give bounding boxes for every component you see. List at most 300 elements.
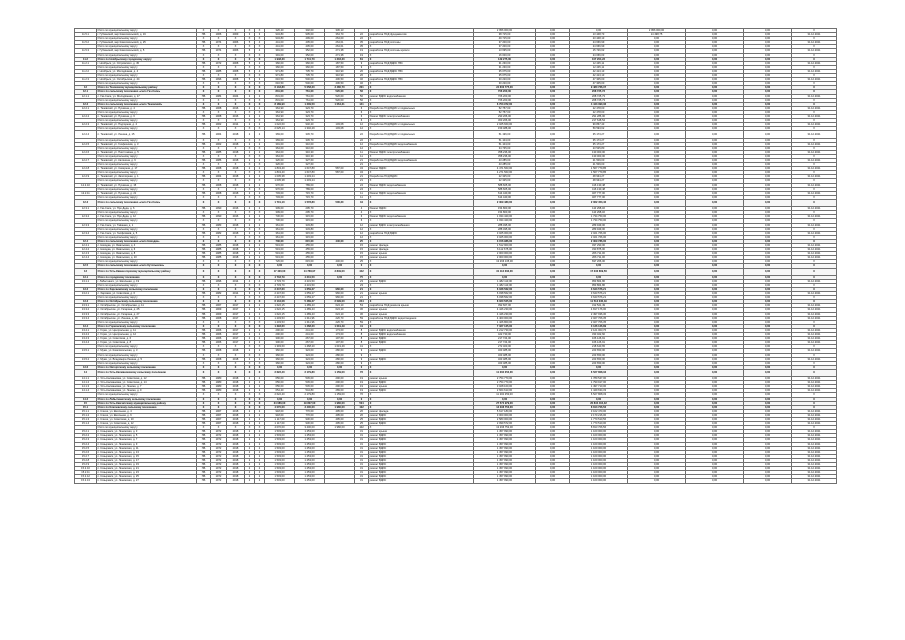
table-cell: 2 <box>245 248 255 252</box>
table-cell: 730,00 <box>265 215 295 219</box>
table-cell: ПБ <box>197 33 211 37</box>
table-cell: 2018 <box>227 450 245 454</box>
table-cell: 0,00 <box>536 401 570 405</box>
table-cell: ПБ <box>197 438 211 442</box>
table-cell: 289 949,00 <box>570 223 628 227</box>
table-cell: Х <box>369 275 474 279</box>
table-cell: 0,00 <box>536 275 570 279</box>
table-cell: разработка ПСД ВДИС ГВС <box>369 69 474 73</box>
table-cell: 0,00 <box>744 304 792 308</box>
table-cell: Х <box>369 187 474 191</box>
table-cell: 1985 <box>211 256 227 260</box>
table-cell: 13.4.1 <box>75 328 97 332</box>
table-cell: 0,00 <box>536 231 570 235</box>
table-cell: 918,00 <box>265 413 295 417</box>
table-cell: 1 512 900,00 <box>474 243 536 247</box>
table-cell: п. Ключи, ул. Школьная, д. 4 <box>97 409 197 413</box>
table-cell: ремонт ВДИС <box>369 434 474 438</box>
table-cell: с. Газ-Сале, ул. Молодёжная, д. 17 <box>97 94 197 98</box>
table-cell: ремонт ВДИС <box>369 458 474 462</box>
table-cell: 2 497 936,30 <box>570 312 628 316</box>
table-cell: 0,00 <box>744 243 792 247</box>
table-cell: Х <box>227 393 245 397</box>
table-cell: 300,00 <box>265 337 295 341</box>
table-cell: 15 <box>355 256 369 260</box>
table-cell: 0,00 <box>744 154 792 158</box>
table-cell: 31.12.2021 <box>792 349 837 353</box>
table-cell: 2 <box>245 183 255 187</box>
table-cell: Итого по сельскому поселению «село Находка» <box>97 239 197 243</box>
table-cell: Х <box>245 163 255 167</box>
table-cell: 1 019,49 <box>325 324 355 328</box>
table-cell: Х <box>211 320 227 324</box>
table-cell: 2 <box>245 479 255 483</box>
table-cell: 12.2.1 <box>75 106 97 110</box>
table-cell: 1 100 000,00 <box>570 446 628 450</box>
table-cell: Х <box>245 361 255 365</box>
table-cell: 34 735,00 <box>474 146 536 150</box>
table-cell: 139 275,00 <box>474 57 536 61</box>
table-cell: разработка ПСД ВДИС ГВС <box>369 61 474 65</box>
table-cell: 0,00 <box>744 252 792 256</box>
table-cell: 15.1.1 <box>75 409 97 413</box>
table-cell: 2 622,40 <box>265 393 295 397</box>
table-cell: 26 <box>355 413 369 417</box>
table-cell: 953 804,86 <box>570 283 628 287</box>
table-cell: 761,00 <box>295 94 325 98</box>
table-cell: Итого по муниципальному округу <box>97 187 197 191</box>
table-cell: Х <box>211 45 227 49</box>
table-cell: Х <box>227 264 245 268</box>
table-cell: 9 <box>355 65 369 69</box>
table-cell: 13.2.1 <box>75 292 97 296</box>
table-cell: 264,00 <box>325 37 355 41</box>
table-cell: 266 711,00 <box>570 252 628 256</box>
table-cell: Х <box>792 235 837 239</box>
table-cell: Х <box>227 171 245 175</box>
table-cell: Х <box>211 369 227 376</box>
table-cell: 1 011,96 <box>295 316 325 320</box>
table-cell: Х <box>197 268 211 275</box>
table-cell: 971,80 <box>265 69 295 73</box>
table-cell: 31.12.2021 <box>792 442 837 446</box>
table-cell: Х <box>369 260 474 264</box>
table-cell: с. Октябрьское, ул. Гагарина, д. 25 <box>97 308 197 312</box>
table-cell: 31.12.2021 <box>792 142 837 146</box>
table-cell: 2 <box>255 413 265 417</box>
table-cell: 327,60 <box>295 163 325 167</box>
table-cell: 0,00 <box>744 369 792 376</box>
table-cell: 31 230,00 <box>474 61 536 65</box>
table-cell: 0,00 <box>628 361 686 365</box>
table-cell: 364,70 <box>325 33 355 37</box>
table-cell: 0,00 <box>744 385 792 389</box>
table-cell: Разработка ПСД ВДИС <box>369 175 474 179</box>
table-cell: 3 102 470,00 <box>570 409 628 413</box>
table-cell: Х <box>197 154 211 158</box>
table-cell: 0,00 <box>744 171 792 175</box>
table-cell: 0,00 <box>744 426 792 430</box>
table-cell: 12.3.4 <box>75 231 97 235</box>
table-cell: 761,00 <box>295 90 325 94</box>
table-cell: 0,00 <box>536 413 570 417</box>
table-cell: ремонт ВДИС <box>369 418 474 422</box>
table-cell: 495,00 <box>325 409 355 413</box>
table-cell: 1 100 000,00 <box>570 442 628 446</box>
table-cell: 14.1.2 <box>75 381 97 385</box>
table-cell: Х <box>211 300 227 304</box>
table-cell: 0,00 <box>628 53 686 57</box>
table-cell: 2 622,40 <box>265 369 295 376</box>
table-cell: 0,00 <box>536 361 570 365</box>
table-cell: 0,00 <box>628 426 686 430</box>
table-cell: 5 <box>245 61 255 65</box>
table-cell: 19 <box>355 377 369 381</box>
table-cell: 730,00 <box>265 219 295 223</box>
table-cell: 12.2.4 <box>75 131 97 138</box>
table-cell: 0,00 <box>536 227 570 231</box>
table-cell: п. Тазовский, ул. Подгорная, д. 4 <box>97 123 197 127</box>
table-cell: Х <box>792 405 837 409</box>
table-cell: ремонт крыши <box>369 312 474 316</box>
table-cell: г. Лабытнанги, ул. Школьная, д. 19 <box>97 279 197 283</box>
table-cell: 323,70 <box>295 106 325 110</box>
table-cell: 2018 <box>227 142 245 146</box>
table-cell: 1 980,00 <box>325 405 355 409</box>
table-cell: 23 <box>355 283 369 287</box>
table-cell: 0,00 <box>744 102 792 106</box>
table-cell: 0,00 <box>686 82 744 86</box>
table-cell: Х <box>255 57 265 61</box>
table-cell: Х <box>369 171 474 175</box>
table-cell: 0,00 <box>686 418 744 422</box>
table-cell: 1972 <box>211 430 227 434</box>
table-cell: Х <box>245 146 255 150</box>
table-cell: Итого по муниципальному округу <box>97 127 197 131</box>
table-cell: 352,00 <box>295 49 325 53</box>
table-cell: 31 <box>355 467 369 471</box>
table-cell: Х <box>211 195 227 199</box>
table-cell: 24 666,99 <box>570 45 628 49</box>
table-cell: 52 757,00 <box>474 110 536 114</box>
table-cell: 0,00 <box>536 349 570 353</box>
table-cell: 19 <box>355 53 369 57</box>
table-cell: 345,70 <box>295 138 325 142</box>
table-cell: 31.12.2021 <box>792 231 837 235</box>
table-cell: 31.12.2021 <box>792 123 837 127</box>
table-cell: 0,00 <box>536 114 570 118</box>
table-cell: 0,00 <box>536 102 570 106</box>
table-cell: 519,00 <box>265 248 295 252</box>
table-cell: Итого по муниципальному округу <box>97 45 197 49</box>
table-cell: 0,00 <box>295 365 325 369</box>
table-cell: 11.2.2 <box>75 69 97 73</box>
table-cell: Итого по сельскому поселению «село Тазовский» <box>97 102 197 106</box>
table-cell: 8 <box>355 341 369 345</box>
table-cell: 2 <box>255 308 265 312</box>
table-cell: 0,00 <box>628 345 686 349</box>
table-cell: Итого по городскому поселению <box>97 275 197 279</box>
table-cell: 2 <box>255 389 265 393</box>
table-cell: г. Ноябрьск, ул. Островского, д. 45 <box>97 61 197 65</box>
table-cell: Х <box>197 264 211 268</box>
table-cell: 2 <box>255 215 265 219</box>
table-cell: 0,00 <box>536 183 570 187</box>
table-cell: Х <box>369 296 474 300</box>
table-cell: с. Находка, ул. Ямальская, д. 8 <box>97 252 197 256</box>
table-cell: 0,00 <box>536 49 570 53</box>
table-cell: 0,00 <box>536 29 570 33</box>
table-cell: 13.3.3 <box>75 312 97 316</box>
table-cell: 1 253,00 <box>295 467 325 471</box>
table-cell: 31.12.2021 <box>792 385 837 389</box>
table-cell: 323 485,00 <box>474 353 536 357</box>
table-cell: Х <box>369 268 474 275</box>
table-cell: 1980 <box>211 377 227 381</box>
table-cell: 34 <box>355 171 369 175</box>
table-cell: 0,00 <box>628 119 686 123</box>
table-cell: 0,00 <box>744 300 792 304</box>
table-cell: ПБ <box>197 131 211 138</box>
table-cell: Х <box>227 320 245 324</box>
table-cell: Х <box>255 405 265 409</box>
table-cell: 31.12.2021 <box>792 243 837 247</box>
table-cell: 2 <box>255 131 265 138</box>
table-cell: 0,00 <box>325 365 355 369</box>
table-cell: 0,00 <box>744 345 792 349</box>
table-cell: Х <box>255 353 265 357</box>
table-cell: 0,00 <box>628 389 686 393</box>
table-cell: 2 121 003,76 <box>570 328 628 332</box>
table-cell: 1974 <box>211 41 227 45</box>
table-cell: 0,00 <box>628 409 686 413</box>
table-cell: 13.4.4 <box>75 341 97 345</box>
table-cell: 24 086,00 <box>265 401 295 405</box>
table-cell: 1 457 990,00 <box>474 430 536 434</box>
table-cell: 4 070,00 <box>265 405 295 409</box>
table-cell: 0,00 <box>686 308 744 312</box>
table-cell: 2018 <box>227 159 245 163</box>
table-cell: Ремонт ВДИС <box>369 207 474 211</box>
table-cell: 2 179,80 <box>295 369 325 376</box>
table-cell: 499,00 <box>295 37 325 41</box>
table-cell: Итого по муниципальному округу <box>97 37 197 41</box>
table-cell: 0,00 <box>628 98 686 102</box>
table-cell: 11.5.1 <box>75 33 97 37</box>
table-cell: 0,00 <box>628 450 686 454</box>
table-cell: 1 253,00 <box>295 434 325 438</box>
table-cell: 1 457 990,00 <box>474 471 536 475</box>
table-cell: 0,00 <box>686 385 744 389</box>
table-cell: 43 285,00 <box>474 163 536 167</box>
table-cell: Х <box>792 179 837 183</box>
table-cell: 1 497 710,00 <box>570 385 628 389</box>
table-cell: 0,00 <box>744 94 792 98</box>
table-cell: 24 <box>355 183 369 187</box>
table-cell: 15.2.6 <box>75 450 97 454</box>
table-cell: 0,00 <box>686 114 744 118</box>
table-cell: Х <box>227 102 245 106</box>
table-cell: Х <box>227 260 245 264</box>
table-cell: Х <box>255 211 265 215</box>
table-cell: 15.1.4 <box>75 422 97 426</box>
table-cell: 15 <box>75 401 97 405</box>
table-cell: 0,00 <box>628 215 686 219</box>
table-cell: 75 <box>355 275 369 279</box>
table-cell: 1974 <box>211 49 227 53</box>
table-cell: 2 580 000,00 <box>474 418 536 422</box>
table-cell: Х <box>211 74 227 78</box>
table-cell: 12.2.6 <box>75 150 97 154</box>
table-cell: 1 011,96 <box>295 320 325 324</box>
table-cell: Х <box>197 110 211 114</box>
table-cell: 0,00 <box>628 438 686 442</box>
table-cell: Х <box>245 187 255 191</box>
table-cell: Х <box>255 86 265 90</box>
table-cell: 0,00 <box>628 248 686 252</box>
table-cell: Х <box>792 227 837 231</box>
table-cell: 0,00 <box>536 385 570 389</box>
table-cell: с. Усть-Калмановка, ул. Советская, д. 14 <box>97 381 197 385</box>
table-cell: 0,00 <box>744 163 792 167</box>
table-cell: 12 <box>75 86 97 90</box>
table-cell: 208 725,73 <box>570 94 628 98</box>
table-cell: 0,00 <box>686 239 744 243</box>
table-cell: 11.5.2 <box>75 41 97 45</box>
table-cell: 336,13 <box>325 29 355 33</box>
table-cell: 545,00 <box>295 385 325 389</box>
table-cell: 289 949,00 <box>570 227 628 231</box>
table-cell: 0,00 <box>628 365 686 369</box>
table-cell: 1 482 113,00 <box>474 283 536 287</box>
table-cell: 2 <box>245 471 255 475</box>
table-cell: 2 <box>255 479 265 483</box>
table-cell: Х <box>211 283 227 287</box>
table-cell: ПБ <box>197 308 211 312</box>
table-cell: п. Тазовский, ул. Ленина, д. 15 <box>97 131 197 138</box>
table-cell: Итого по Ноябрьскому городскому округу <box>97 57 197 61</box>
table-cell: 391,00 <box>265 142 295 146</box>
table-cell: 13 <box>75 268 97 275</box>
table-cell: 2014 <box>227 292 245 296</box>
table-cell: 9 480 766,37 <box>570 86 628 90</box>
table-cell: ПБ <box>197 312 211 316</box>
table-cell: ремонт ВДИС <box>369 467 474 471</box>
table-cell: 21 <box>355 292 369 296</box>
table-cell: 2 021 766,00 <box>570 235 628 239</box>
table-cell: 1996 <box>211 279 227 283</box>
table-cell: 0,00 <box>536 268 570 275</box>
table-cell: п. Козыревск, ул. Ленинская, д. 21 <box>97 467 197 471</box>
table-cell: 0,00 <box>536 260 570 264</box>
table-cell: 1 253,00 <box>295 458 325 462</box>
table-cell: 35 173,27 <box>570 131 628 138</box>
table-cell: 2018 <box>227 150 245 154</box>
table-cell: Х <box>255 260 265 264</box>
table-cell: 0,00 <box>536 288 570 292</box>
table-cell: 0,00 <box>628 211 686 215</box>
table-cell: 2 <box>255 442 265 446</box>
table-cell: 22 <box>355 138 369 142</box>
table-cell: 0,00 <box>686 199 744 206</box>
table-cell: Х <box>255 65 265 69</box>
table-cell: 288 495,00 <box>474 227 536 231</box>
table-cell: 361,00 <box>265 235 295 239</box>
table-cell: Х <box>197 235 211 239</box>
table-cell: ремонт ВДИС <box>369 349 474 353</box>
table-cell: 11 202 253,00 <box>474 369 536 376</box>
table-cell: 0,00 <box>536 82 570 86</box>
table-cell: 1962 <box>211 142 227 146</box>
table-cell: 0,00 <box>628 422 686 426</box>
table-cell: Х <box>255 324 265 328</box>
table-cell: 326,00 <box>265 159 295 163</box>
table-cell: 31.12.2021 <box>792 409 837 413</box>
table-cell: 154 800,00 <box>474 207 536 211</box>
table-cell: Итого по Усть-Камчатскому муниципальному району <box>97 401 197 405</box>
table-cell: 0,00 <box>686 94 744 98</box>
table-cell: 1 064,31 <box>325 102 355 106</box>
table-cell: 615,00 <box>295 260 325 264</box>
table-cell: Х <box>369 219 474 223</box>
table-cell: 0,00 <box>536 337 570 341</box>
table-cell: 1968 <box>211 316 227 320</box>
table-cell: 3 400,00 <box>295 405 325 409</box>
table-cell: Х <box>197 65 211 69</box>
table-cell: Х <box>792 102 837 106</box>
table-cell: с. Находка, ул. Ямальская, д. 6 <box>97 248 197 252</box>
table-cell: 0,00 <box>536 454 570 458</box>
table-cell: 706 200,00 <box>474 90 536 94</box>
table-cell: 0,00 <box>536 446 570 450</box>
table-cell: 15.2.12 <box>75 475 97 479</box>
table-cell: 0,00 <box>628 86 686 90</box>
table-cell: 0,00 <box>536 215 570 219</box>
table-cell: 47 305,00 <box>570 78 628 82</box>
table-cell: Х <box>211 268 227 275</box>
table-cell: Х <box>245 320 255 324</box>
table-cell: 1 578,80 <box>295 199 325 206</box>
table-cell: 0,00 <box>744 179 792 183</box>
table-cell: Х <box>369 98 474 102</box>
table-cell: Х <box>255 187 265 191</box>
table-cell: 323 485,00 <box>474 357 536 361</box>
table-cell: разработка ПСД фундаментов <box>369 33 474 37</box>
table-cell: 2 062 453,46 <box>570 199 628 206</box>
table-cell: 2 <box>255 167 265 171</box>
table-cell: 22 <box>355 37 369 41</box>
table-cell: Х <box>211 187 227 191</box>
table-cell: 1 503,00 <box>265 467 295 471</box>
table-cell: 103,08 <box>325 127 355 131</box>
table-cell: 241,00 <box>295 328 325 332</box>
table-cell: Х <box>369 283 474 287</box>
table-cell: 37 200,00 <box>474 41 536 45</box>
table-cell: 5 <box>245 69 255 73</box>
table-cell: Итого по муниципальному округу <box>97 138 197 142</box>
table-cell: Х <box>211 405 227 409</box>
table-cell: 15.2.8 <box>75 458 97 462</box>
table-cell: 0,00 <box>686 61 744 65</box>
table-cell: 0,00 <box>744 341 792 345</box>
table-cell: ПБ <box>197 231 211 235</box>
table-cell: 31.12.2021 <box>792 150 837 154</box>
table-cell: 2 <box>245 381 255 385</box>
table-cell: 0,00 <box>536 86 570 90</box>
table-cell: Х <box>255 235 265 239</box>
table-cell: 0,00 <box>686 377 744 381</box>
table-cell: с. Горки, ул. Советская, д. 8 <box>97 341 197 345</box>
